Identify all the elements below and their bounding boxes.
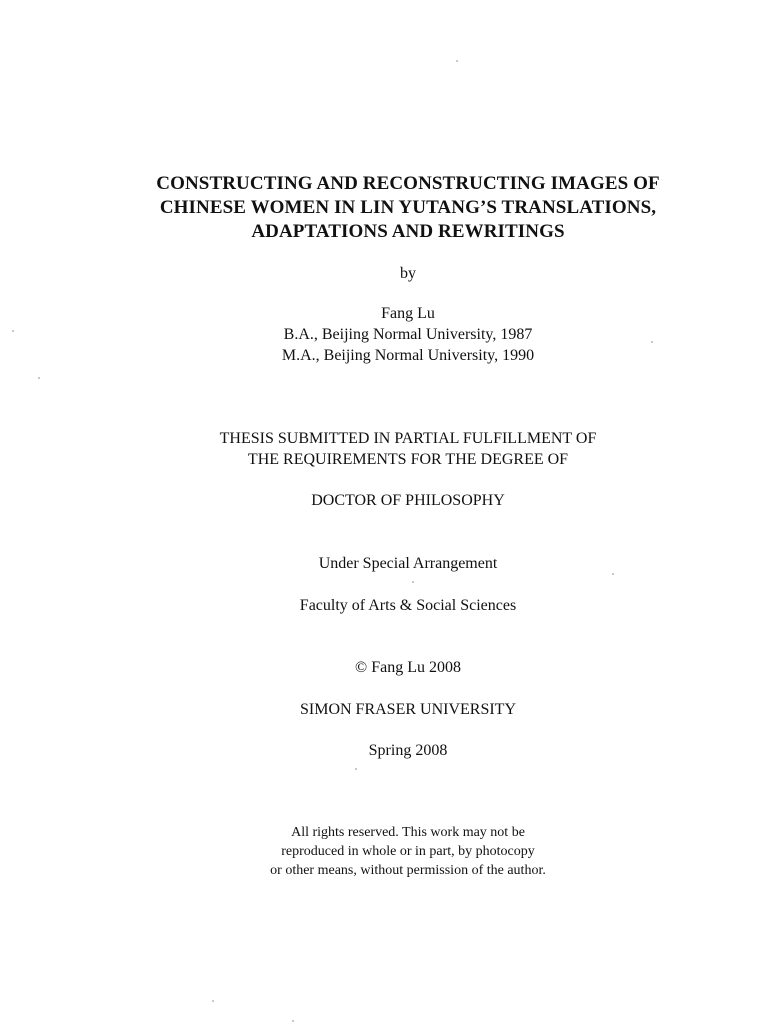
degree-name: DOCTOR OF PHILOSOPHY (311, 492, 505, 509)
rights-line-2: reproduced in whole or in part, by photocopy (281, 844, 535, 859)
title-line-2: CHINESE WOMEN IN LIN YUTANG’S TRANSLATIONS, (159, 197, 657, 218)
university-name: SIMON FRASER UNIVERSITY (299, 701, 517, 718)
scan-speck (651, 341, 653, 343)
rights-line-3: or other means, without permission of the author. (270, 863, 546, 878)
faculty: Faculty of Arts & Social Sciences (299, 597, 517, 614)
scan-speck (612, 573, 614, 575)
scan-speck (355, 768, 357, 770)
degree-ba: B.A., Beijing Normal University, 1987 (283, 326, 533, 343)
title-line-3: ADAPTATIONS AND REWRITINGS (251, 221, 565, 242)
by-label: by (400, 265, 416, 282)
rights-line-1: All rights reserved. This work may not be (291, 825, 525, 840)
scan-speck (456, 60, 458, 62)
term: Spring 2008 (368, 742, 448, 759)
scan-speck (292, 1020, 294, 1022)
submission-line-2: THE REQUIREMENTS FOR THE DEGREE OF (247, 451, 569, 468)
title-line-1: CONSTRUCTING AND RECONSTRUCTING IMAGES OF (156, 173, 660, 194)
submission-line-1: THESIS SUBMITTED IN PARTIAL FULFILLMENT OF (219, 430, 597, 447)
scan-speck (212, 1000, 214, 1002)
copyright-notice: © Fang Lu 2008 (355, 659, 461, 676)
author-name: Fang Lu (381, 305, 435, 322)
degree-ma: M.A., Beijing Normal University, 1990 (281, 347, 535, 364)
scan-speck (38, 377, 40, 379)
arrangement: Under Special Arrangement (318, 555, 498, 572)
scan-speck (412, 581, 414, 583)
scan-speck (12, 330, 14, 332)
